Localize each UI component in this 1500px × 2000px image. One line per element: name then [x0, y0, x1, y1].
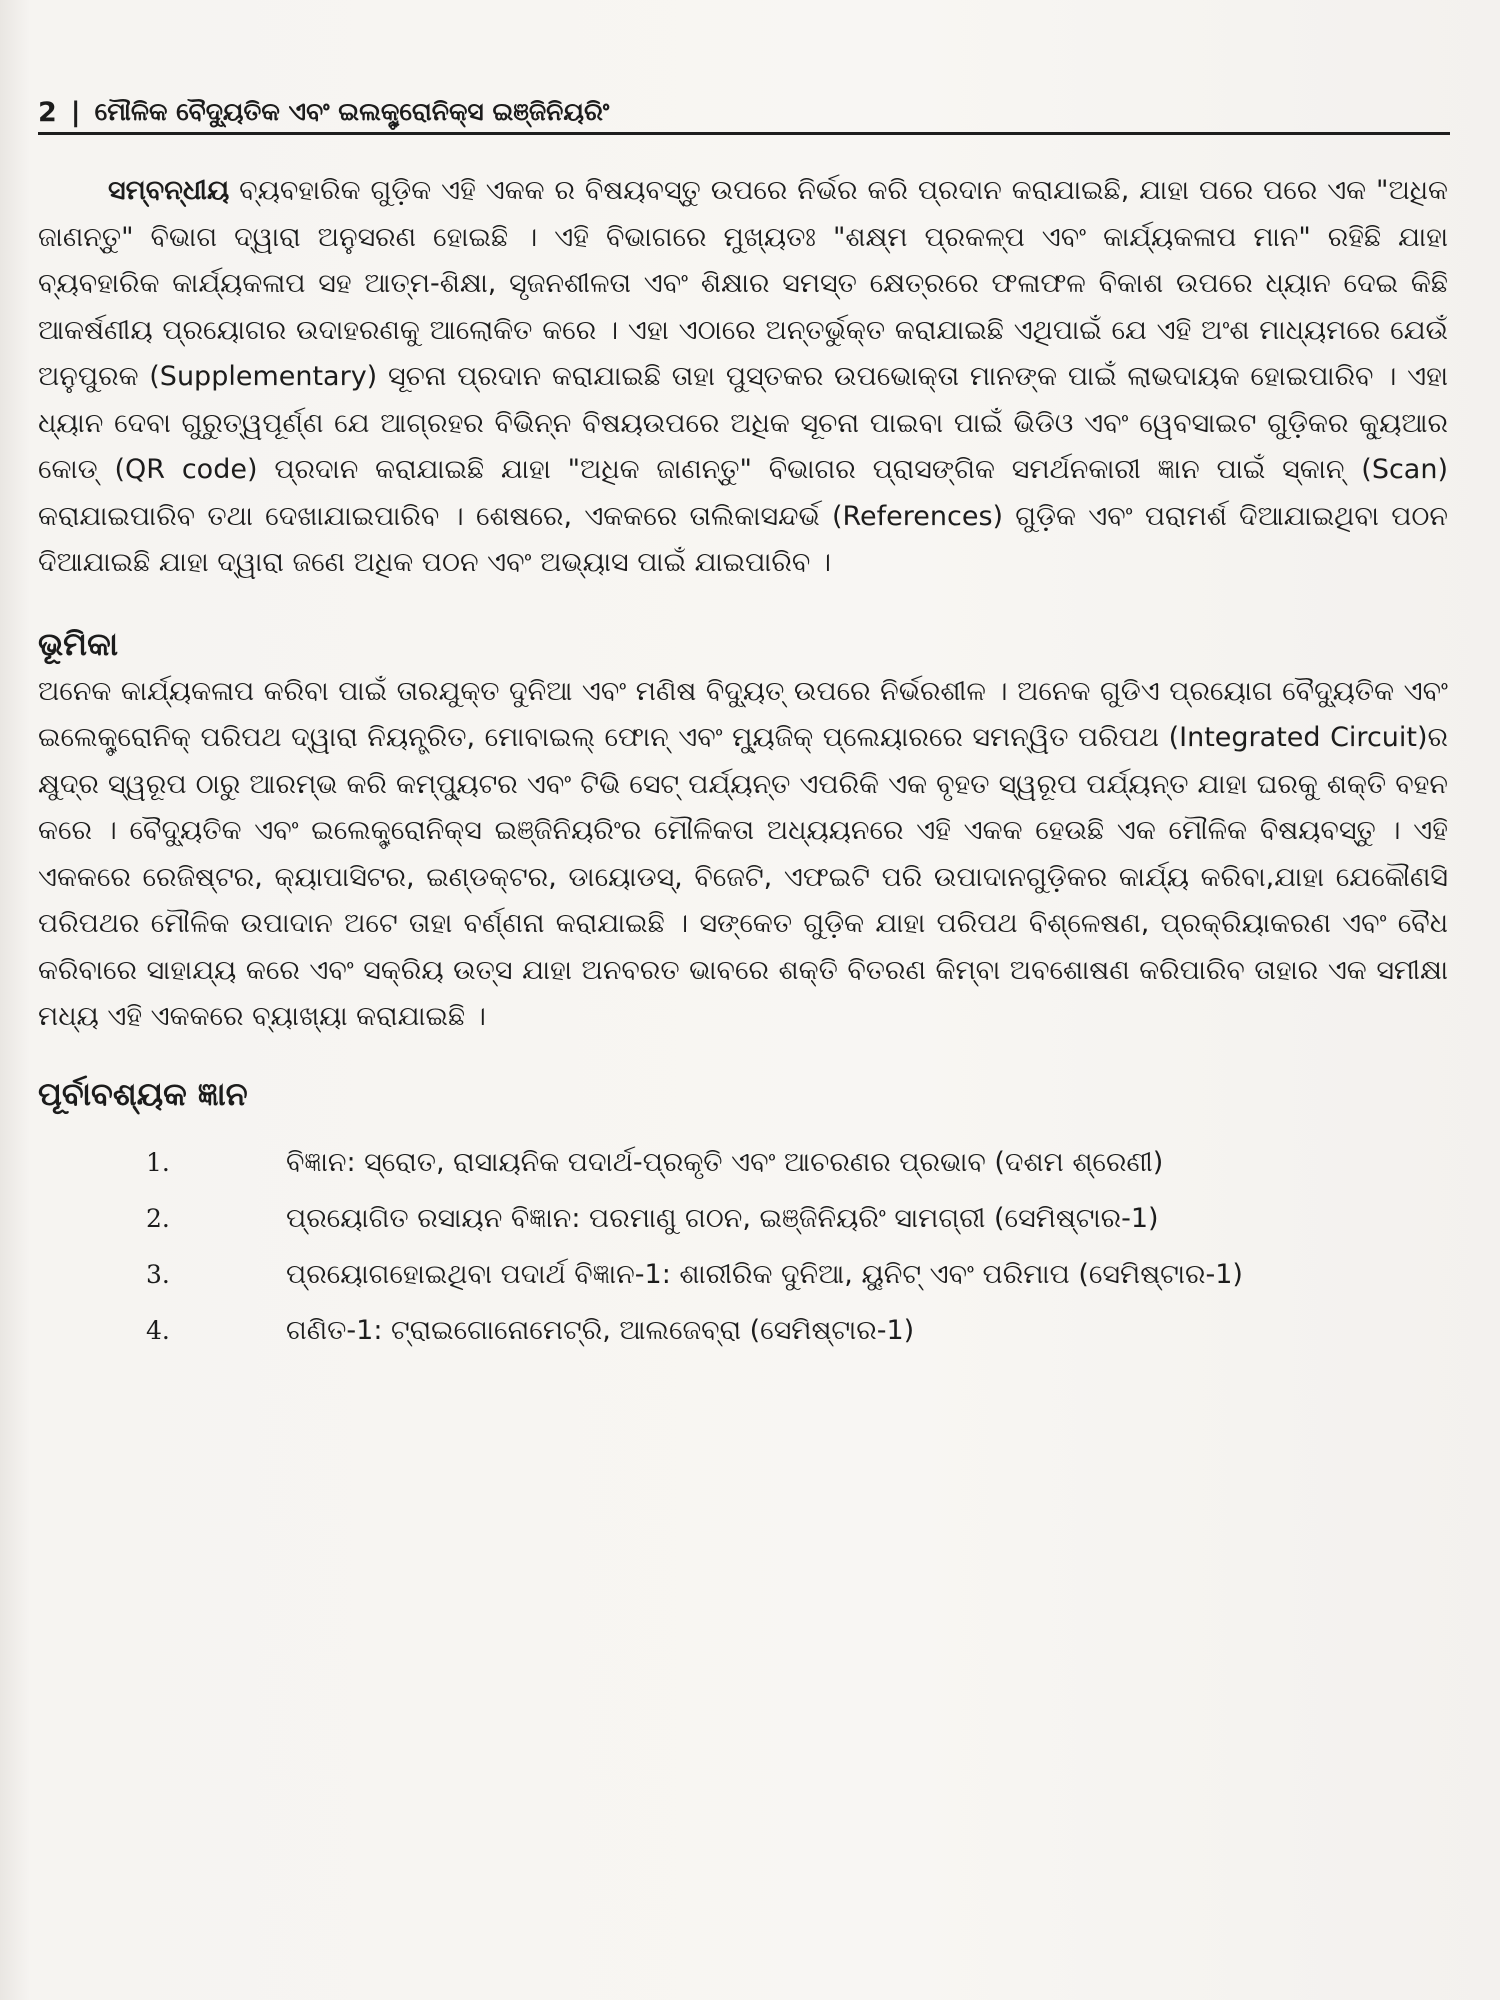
list-item-number: 4.	[146, 1315, 170, 1345]
introduction-heading: ଭୂମିକା	[38, 624, 119, 663]
page-number: 2	[38, 96, 57, 128]
book-title: ମୌଳିକ ବୈଦ୍ୟୁତିକ ଏବଂ ଇଲକ୍ଟ୍ରୋନିକ୍ସ ଇଞ୍ଜିନିୟରିଂ	[94, 97, 610, 126]
list-item-number: 3.	[146, 1259, 170, 1289]
intro-paragraph	[38, 168, 1448, 587]
list-item-text: ପ୍ରୟୋଗହୋଇଥିବା ପଦାର୍ଥ ବିଜ୍ଞାନ-1: ଶାରୀରିକ ଦୁନିଆ, ୟୁନିଟ୍ ଏବଂ ପରିମାପ (ସେମିଷ୍ଟାର-1)	[286, 1258, 1243, 1290]
list-item-text: ଗଣିତ-1: ଟ୍ରାଇଗୋନୋମେଟ୍ରି, ଆଲଜେବ୍ରା (ସେମିଷ୍ଟାର-1)	[286, 1314, 915, 1346]
running-header	[38, 92, 1450, 132]
introduction-paragraph: ଅନେକ କାର୍ଯ୍ୟକଳାପ କରିବା ପାଇଁ ତାରଯୁକ୍ତ ଦୁନିଆ ଏବଂ ମଣିଷ ବିଦ୍ୟୁତ୍ ଉପରେ ନିର୍ଭରଶୀଳ । ଅନେକ ଗୁଡିଏ ପ୍ରୟୋଗ ବୈଦ୍ୟୁତିକ ଏବଂ ଇଲେକ୍ଟ୍ରୋନିକ୍ ପରିପଥ ଦ୍ୱାରା ନିୟନ୍ତ୍ରିତ, ମୋବାଇଲ୍ ଫୋନ୍ ଏବଂ ମ୍ୟୁଜିକ୍ ପ୍ଲେୟାରରେ ସମନ୍ୱିତ ପରିପଥ (Integrated Circuit)ର କ୍ଷୁଦ୍ର ସ୍ୱରୂପ ଠାରୁ ଆରମ୍ଭ କରି କମ୍ପ୍ୟୁଟର ଏବଂ ଟିଭି ସେଟ୍ ପର୍ଯ୍ୟନ୍ତ ଏପରିକି ଏକ ବୃହତ ସ୍ୱରୂପ ପର୍ଯ୍ୟନ୍ତ ଯାହା ଘରକୁ ଶକ୍ତି ବହନ କରେ । ବୈଦ୍ୟୁତିକ ଏବଂ ଇଲେକ୍ଟ୍ରୋନିକ୍ସ ଇଞ୍ଜିନିୟରିଂର ମୌଳିକତା ଅଧ୍ୟୟନରେ ଏହି ଏକକ ହେଉଛି ଏକ ମୌଳିକ ବିଷୟବସ୍ତୁ । ଏହି ଏକକରେ ରେଜିଷ୍ଟର, କ୍ୟାପାସିଟର, ଇଣ୍ଡକ୍ଟର, ଡାୟୋଡସ୍, ବିଜେଟି, ଏଫଇଟି ପରି ଉପାଦାନଗୁଡ଼ିକର କାର୍ଯ୍ୟ କରିବା,ଯାହା ଯେକୌଣସି ପରିପଥର ମୌଳିକ ଉପାଦାନ ଅଟେ ତାହା ବର୍ଣ୍ଣନା କରାଯାଇଛି । ସଙ୍କେତ ଗୁଡ଼ିକ ଯାହା ପରିପଥ ବିଶ୍ଳେଷଣ, ପ୍ରକ୍ରିୟାକରଣ ଏବଂ ବୈଧ କରିବାରେ ସାହାଯ୍ୟ କରେ ଏବଂ ସକ୍ରିୟ ଉତ୍ସ ଯାହା ଅନବରତ ଭାବରେ ଶକ୍ତି ବିତରଣ କିମ୍ବା ଅବଶୋଷଣ କରିପାରିବ ତାହାର ଏକ ସମୀକ୍ଷା ମଧ୍ୟ ଏହି ଏକକରେ ବ୍ୟାଖ୍ୟା କରାଯାଇଛି ।	[38, 675, 1448, 1032]
page-content	[38, 168, 1448, 1359]
prerequisites-heading: ପୂର୍ବାବଶ୍ୟକ ଜ୍ଞାନ	[38, 1074, 248, 1113]
header-separator: |	[70, 96, 81, 128]
intro-lead-word: ସମ୍ବନ୍ଧୀୟ	[108, 175, 230, 206]
prerequisites-list	[38, 1135, 1448, 1359]
list-item-number: 1.	[146, 1147, 170, 1177]
intro-text: ବ୍ୟବହାରିକ ଗୁଡ଼ିକ ଏହି ଏକକ ର ବିଷୟବସ୍ତୁ ଉପରେ ନିର୍ଭର କରି ପ୍ରଦାନ କରାଯାଇଛି, ଯାହା ପରେ ପରେ ଏକ "ଅଧିକ ଜାଣନ୍ତୁ" ବିଭାଗ ଦ୍ୱାରା ଅନୁସରଣ ହୋଇଛି । ଏହି ବିଭାଗରେ ମୁଖ୍ୟତଃ "ଶକ୍ଷ୍ମ ପ୍ରକଳ୍ପ ଏବଂ କାର୍ଯ୍ୟକଳାପ ମାନ" ରହିଛି ଯାହା ବ୍ୟବହାରିକ କାର୍ଯ୍ୟକଳାପ ସହ ଆତ୍ମ-ଶିକ୍ଷା, ସୃଜନଶୀଳତା ଏବଂ ଶିକ୍ଷାର ସମସ୍ତ କ୍ଷେତ୍ରରେ ଫଳାଫଳ ବିକାଶ ଉପରେ ଧ୍ୟାନ ଦେଇ କିଛି ଆକର୍ଷଣୀୟ ପ୍ରୟୋଗର ଉଦାହରଣକୁ ଆଲୋକିତ କରେ । ଏହା ଏଠାରେ ଅନ୍ତର୍ଭୁକ୍ତ କରାଯାଇଛି ଏଥିପାଇଁ ଯେ ଏହି ଅଂଶ ମାଧ୍ୟମରେ ଯେଉଁ ଅନୁପୁରକ (Supplementary) ସୂଚନା ପ୍ରଦାନ କରାଯାଇଛି ତାହା ପୁସ୍ତକର ଉପଭୋକ୍ତା ମାନଙ୍କ ପାଇଁ ଲାଭଦାୟକ ହୋଇପାରିବ । ଏହା ଧ୍ୟାନ ଦେବା ଗୁରୁତ୍ୱପୂର୍ଣ୍ଣ ଯେ ଆଗ୍ରହର ବିଭିନ୍ନ ବିଷୟଉପରେ ଅଧିକ ସୂଚନା ପାଇବା ପାଇଁ ଭିଡିଓ ଏବଂ ୱେବସାଇଟ ଗୁଡ଼ିକର କ୍ୟୁଆର କୋଡ୍ (QR code) ପ୍ରଦାନ କରାଯାଇଛି ଯାହା "ଅଧିକ ଜାଣନ୍ତୁ" ବିଭାଗର ପ୍ରାସଙ୍ଗିକ ସମର୍ଥନକାରୀ ଜ୍ଞାନ ପାଇଁ ସ୍କାନ୍ (Scan) କରାଯାଇପାରିବ ତଥା ଦେଖାଯାଇପାରିବ । ଶେଷରେ, ଏକକରେ ତାଲିକାସନ୍ଦର୍ଭ (References) ଗୁଡ଼ିକ ଏବଂ ପରାମର୍ଶ ଦିଆଯାଇଥିବା ପଠନ ଦିଆଯାଇଛି ଯାହା ଦ୍ୱାରା ଜଣେ ଅଧିକ ପଠନ ଏବଂ ଅଭ୍ୟାସ ପାଇଁ ଯାଇପାରିବ ।	[38, 175, 1448, 578]
list-item	[38, 1247, 1448, 1303]
list-item	[38, 1135, 1448, 1191]
list-item-text: ବିଜ୍ଞାନ: ସ୍ରୋତ, ରାସାୟନିକ ପଦାର୍ଥ-ପ୍ରକୃତି ଏବଂ ଆଚରଣର ପ୍ରଭାବ (ଦଶମ ଶ୍ରେଣୀ)	[286, 1146, 1164, 1178]
list-item	[38, 1303, 1448, 1359]
list-item-text: ପ୍ରୟୋଗିତ ରସାୟନ ବିଜ୍ଞାନ: ପରମାଣୁ ଗଠନ, ଇଞ୍ଜିନିୟରିଂ ସାମଗ୍ରୀ (ସେମିଷ୍ଟାର-1)	[286, 1202, 1159, 1234]
header-rule	[38, 132, 1450, 135]
list-item	[38, 1191, 1448, 1247]
list-item-number: 2.	[146, 1203, 170, 1233]
